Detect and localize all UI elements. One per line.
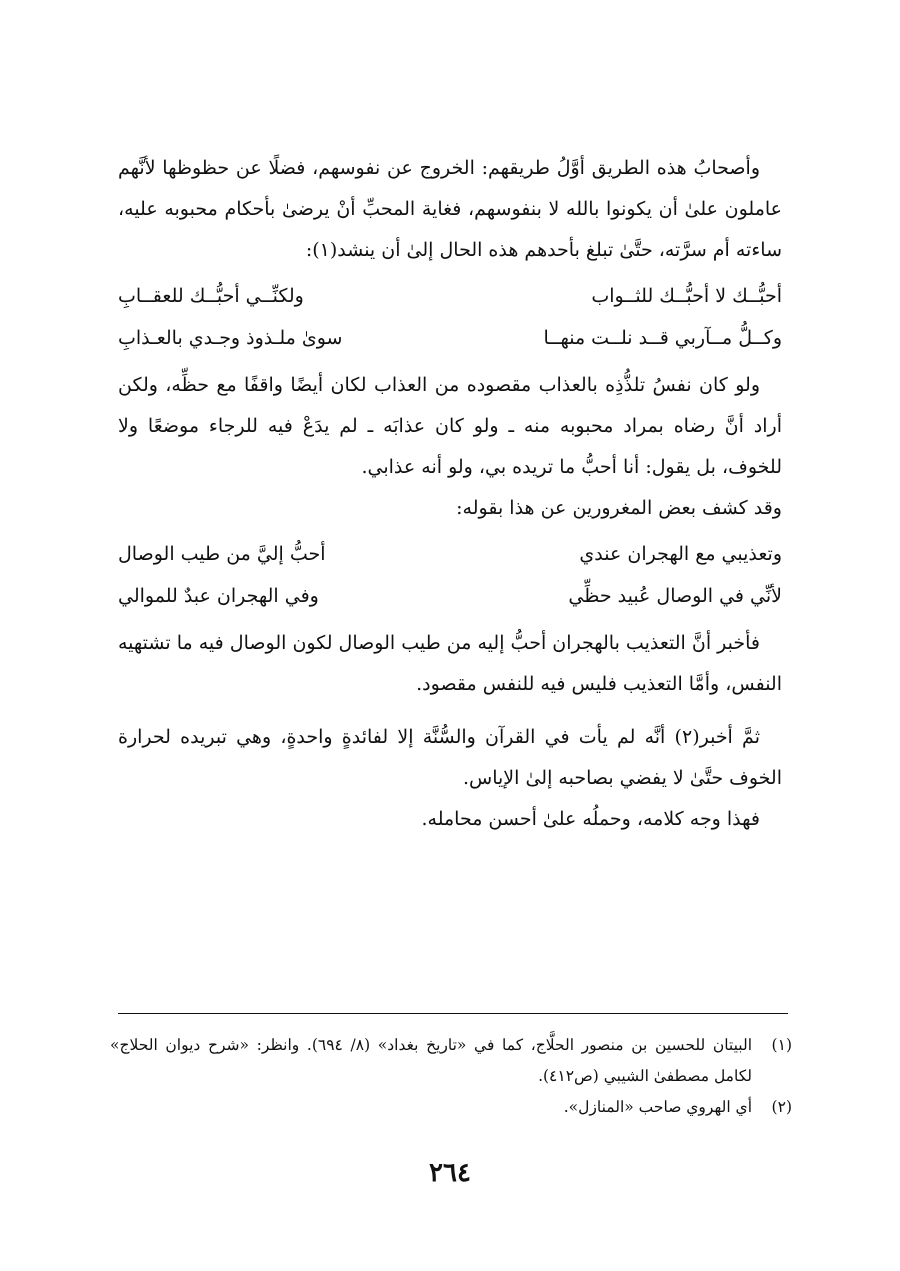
paragraph-4: فأخبر أنَّ التعذيب بالهجران أحبُّ إليه من طيب الوصال لكون الوصال فيه ما تشتهيه النفس، وأمَّا التعذيب فليس فيه للنفس مقصود. (118, 632, 782, 695)
footnote-number: (١) (771, 1036, 792, 1054)
verse-hemistich: أحبُّــك لا أحبُّــك للثــواب (591, 285, 782, 307)
verse-hemistich: سوىٰ ملـذوذ وجـدي بالعـذابِ (118, 327, 343, 349)
footnote-text: أي الهروي صاحب «المنازل». (563, 1098, 752, 1116)
paragraph-1: وأصحابُ هذه الطريق أوَّلُ طريقهم: الخروج عن نفوسهم، فضلًا عن حظوظها لأنَّهم عاملون علىٰ أن يكونوا بالله لا بنفوسهم، فغاية المحبِّ أنْ يرضىٰ بأحكام محبوبه عليه، ساءته أم سرَّته، حتَّىٰ تبلغ بأحدهم هذه الحال إلىٰ أن ينشد(١): (118, 157, 782, 261)
verse-hemistich: وفي الهجران عبدٌ للموالي (118, 585, 319, 607)
verse-hemistich: أحبُّ إليَّ من طيب الوصال (118, 543, 326, 565)
verse-line (118, 535, 782, 573)
paragraph-2: ولو كان نفسُ تلذُّذِه بالعذاب مقصوده من العذاب لكان أيضًا واقفًا مع حظِّه، ولكن أراد أنَّ رضاه بمراد محبوبه منه ـ ولو كان عذابَه ـ لم يدَعْ فيه للرجاء موضعًا ولا للخوف، بل يقول: أنا أحبُّ ما تريده بي، ولو أنه عذابي. (118, 374, 782, 478)
verse-hemistich: ولكنِّــي أحبُّــك للعقــابِ (118, 285, 304, 307)
verse-hemistich: لأنِّي في الوصال عُبيد حظِّي (568, 585, 782, 607)
paragraph-3: وقد كشف بعض المغرورين عن هذا بقوله: (456, 497, 782, 519)
verse-hemistich: وكــلُّ مــآربي قــد نلــت منهــا (543, 327, 782, 349)
paragraph-5: ثمَّ أخبر(٢) أنَّه لم يأت في القرآن والسُّنَّة إلا لفائدةٍ واحدةٍ، وهي تبريده لحرارة الخوف حتَّىٰ لا يفضي بصاحبه إلىٰ الإياس. (118, 726, 782, 789)
main-text (118, 148, 782, 840)
footnotes (110, 1030, 792, 1123)
verse-block-1 (118, 277, 782, 357)
footnote-text: البيتان للحسين بن منصور الحلَّاج، كما في «تاريخ بغداد» (٨/ ٦٩٤). وانظر: «شرح ديوان الحلاج» لكامل مصطفىٰ الشيبي (ص٤١٢). (110, 1036, 752, 1085)
footnote-number: (٢) (771, 1098, 792, 1116)
paragraph-6: فهذا وجه كلامه، وحملُه علىٰ أحسن محامله. (421, 808, 760, 830)
verse-line (118, 577, 782, 615)
verse-hemistich: وتعذيبي مع الهجران عندي (579, 543, 782, 565)
footnote-separator (118, 1013, 788, 1014)
footnote-2 (110, 1092, 792, 1123)
verse-line (118, 277, 782, 315)
footnote-1 (110, 1030, 792, 1092)
verse-block-2 (118, 535, 782, 615)
page-number: ٢٦٤ (429, 1158, 471, 1188)
verse-line (118, 319, 782, 357)
